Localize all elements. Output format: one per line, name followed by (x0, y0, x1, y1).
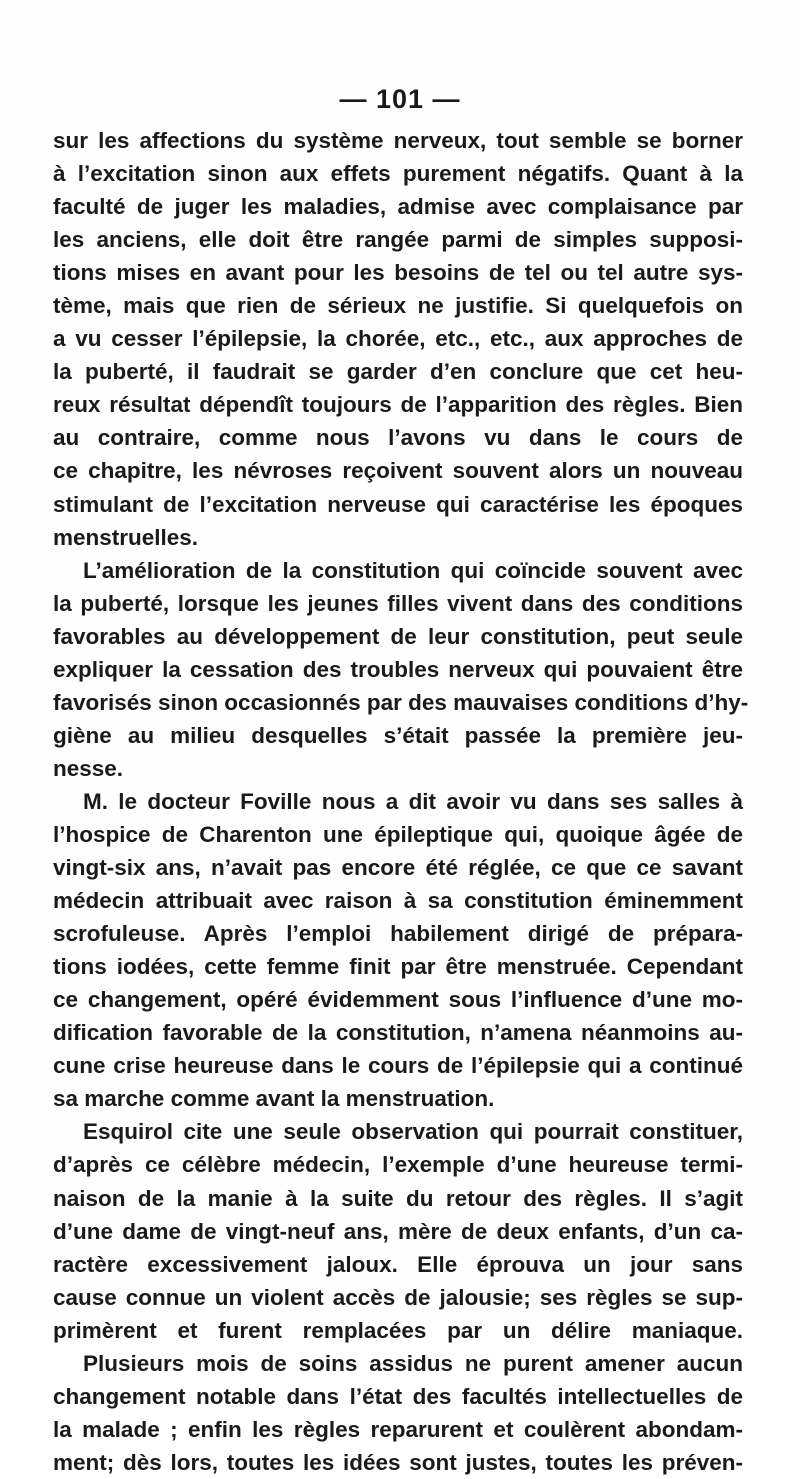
text-line: scrofuleuse. Après l’emploi habilement dirigé de prépara- (53, 921, 743, 947)
text-line: ment; dès lors, toutes les idées sont justes, toutes les préven- (53, 1449, 743, 1475)
text-line: favorisés sinon occasionnés par des mauvaises conditions d’hy- (53, 689, 749, 715)
text-line: cune crise heureuse dans le cours de l’épilepsie qui a continué (53, 1053, 743, 1079)
text-line: dification favorable de la constitution, n’amena néanmoins au- (53, 1020, 743, 1046)
text-line: tions mises en avant pour les besoins de tel ou tel autre sys- (53, 260, 743, 286)
text-line: ce chapitre, les névroses reçoivent souvent alors un nouveau (53, 458, 743, 484)
text-line: nesse. (53, 755, 124, 781)
text-line: ractère excessivement jaloux. Elle éprouva un jour sans (53, 1251, 743, 1277)
text-line: faculté de juger les maladies, admise avec complaisance par (53, 194, 743, 220)
text-line: Plusieurs mois de soins assidus ne purent amener aucun (83, 1350, 743, 1376)
text-line: d’une dame de vingt-neuf ans, mère de deux enfants, d’un ca- (53, 1218, 743, 1244)
text-line: à l’excitation sinon aux effets purement négatifs. Quant à la (53, 161, 743, 187)
text-line: giène au milieu desquelles s’était passée la première jeu- (53, 722, 743, 748)
text-line: tions iodées, cette femme finit par être menstruée. Cependant (53, 954, 743, 980)
text-line: ce changement, opéré évidemment sous l’influence d’une mo- (53, 987, 743, 1013)
text-line: menstruelles. (53, 524, 199, 550)
text-line: la puberté, il faudrait se garder d’en conclure que cet heu- (53, 359, 743, 385)
body-text (53, 124, 749, 1479)
text-line: M. le docteur Foville nous a dit avoir vu dans ses salles à (83, 788, 743, 814)
text-line: expliquer la cessation des troubles nerveux qui pouvaient être (53, 656, 743, 682)
text-line: d’après ce célèbre médecin, l’exemple d’une heureuse termi- (53, 1152, 743, 1178)
text-line: stimulant de l’excitation nerveuse qui caractérise les époques (53, 491, 743, 517)
text-line: sa marche comme avant la menstruation. (53, 1086, 495, 1112)
page-number: — 101 — (339, 84, 461, 114)
text-line: a vu cesser l’épilepsie, la chorée, etc., etc., aux approches de (53, 326, 743, 352)
text-line: primèrent et furent remplacées par un délire maniaque. (53, 1317, 743, 1343)
text-line: reux résultat dépendît toujours de l’apparition des règles. Bien (53, 392, 743, 418)
text-line: médecin attribuait avec raison à sa constitution éminemment (53, 888, 743, 914)
text-line: cause connue un violent accès de jalousie; ses règles se sup- (53, 1284, 743, 1310)
text-line: Esquirol cite une seule observation qui pourrait constituer, (83, 1119, 743, 1145)
text-line: la puberté, lorsque les jeunes filles vivent dans des conditions (53, 590, 743, 616)
text-line: la malade ; enfin les règles reparurent et coulèrent abondam- (53, 1416, 743, 1442)
text-line: L’amélioration de la constitution qui coïncide souvent avec (83, 557, 743, 583)
text-line: favorables au développement de leur constitution, peut seule (53, 623, 743, 649)
text-line: les anciens, elle doit être rangée parmi de simples supposi- (53, 227, 743, 253)
text-line: tème, mais que rien de sérieux ne justifie. Si quelquefois on (53, 293, 743, 319)
text-line: l’hospice de Charenton une épileptique qui, quoique âgée de (53, 821, 743, 847)
text-line: changement notable dans l’état des facultés intellectuelles de (53, 1383, 743, 1409)
text-line: naison de la manie à la suite du retour des règles. Il s’agit (53, 1185, 743, 1211)
text-line: sur les affections du système nerveux, tout semble se borner (53, 128, 743, 153)
text-line: au contraire, comme nous l’avons vu dans le cours de (53, 425, 743, 451)
text-line: vingt-six ans, n’avait pas encore été réglée, ce que ce savant (53, 855, 743, 881)
